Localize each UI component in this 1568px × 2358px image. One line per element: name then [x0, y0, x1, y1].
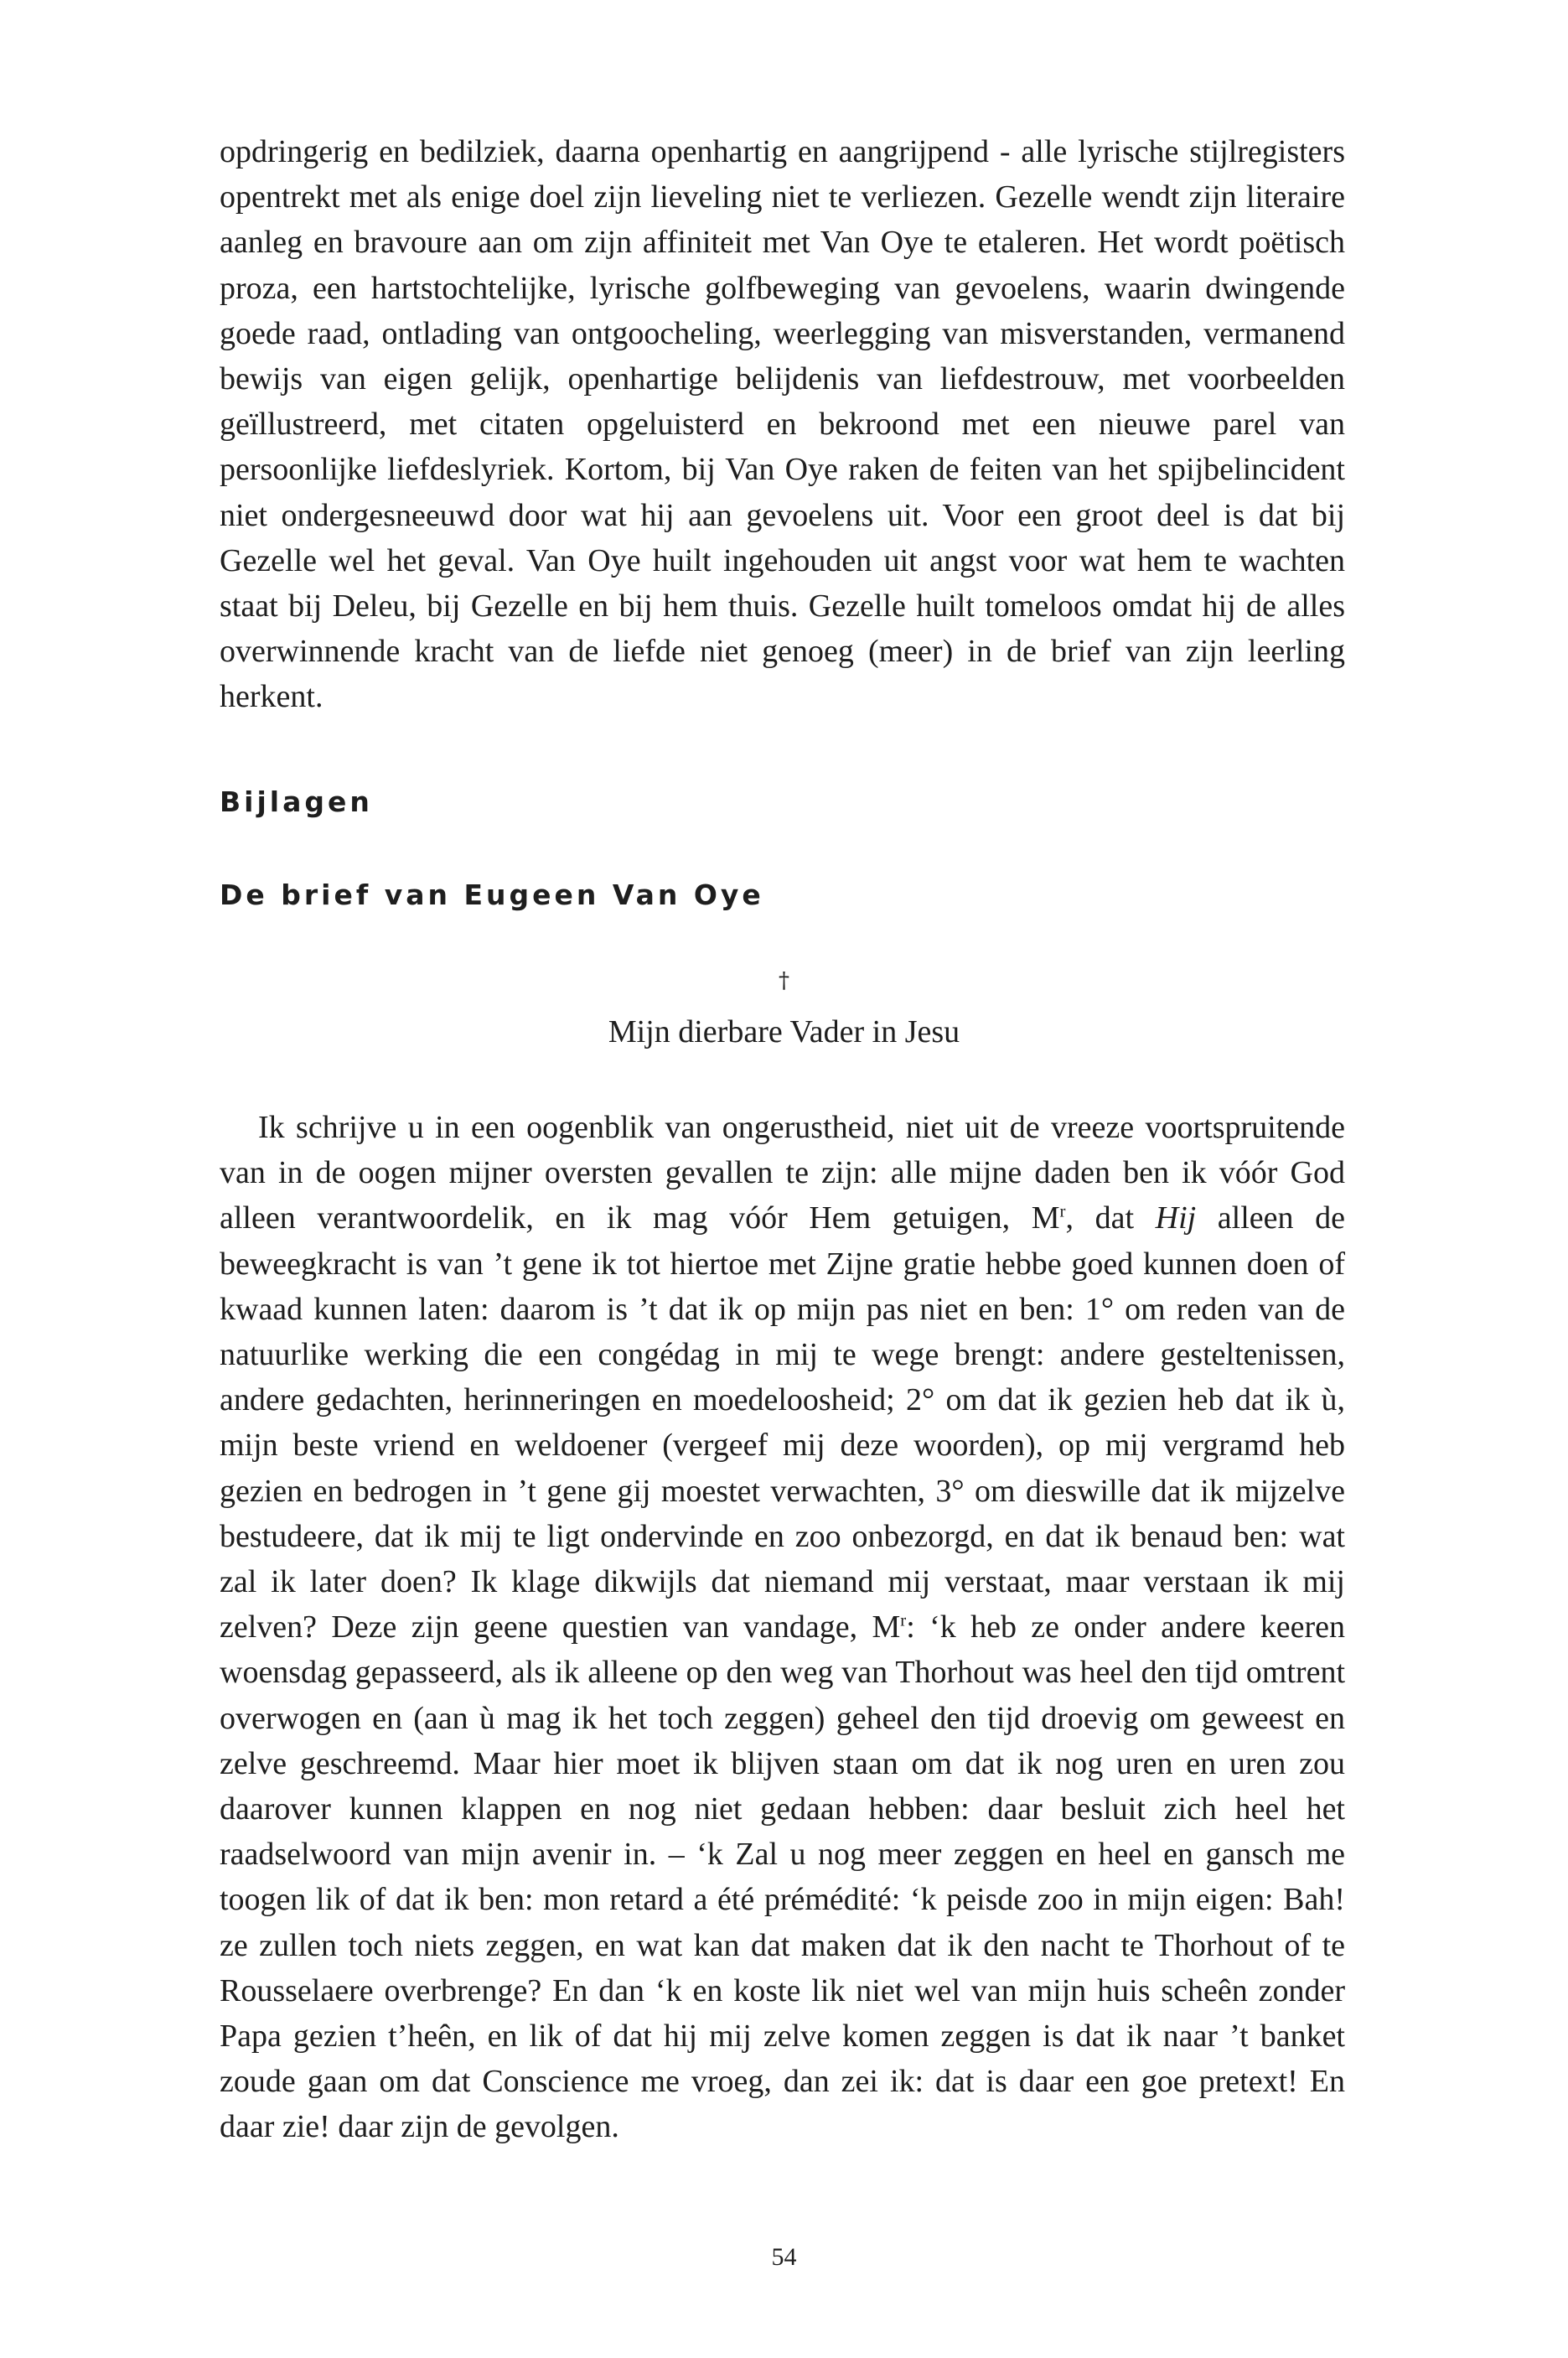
intro-paragraph: opdringerig en bedilziek, daarna openhartig en aangrijpend - alle lyrische stijlregisters opentrekt met als enige doel zijn lieveling niet te verliezen. Gezelle wendt zijn literaire aanleg en bravoure aan om zijn affiniteit met Van Oye te etaleren. Het wordt poëtisch proza, een hartstochtelijke, lyrische golfbeweging van gevoelens, waarin dwingende goede raad, ontlading van ontgoocheling, weerlegging van misverstanden, vermanend bewijs van eigen gelijk, openhartige belijdenis van liefdestrouw, met voorbeelden geïllustreerd, met citaten opgeluisterd en bekroond met een nieuwe parel van persoonlijke liefdeslyriek. Kortom, bij Van Oye raken de feiten van het spijbelincident niet ondergesneeuwd door wat hij aan gevoelens uit. Voor een groot deel is dat bij Gezelle wel het geval. Van Oye huilt ingehouden uit angst voor wat hem te wachten staat bij Deleu, bij Gezelle en bij hem thuis. Gezelle huilt tomeloos omdat hij de alles overwinnende kracht van de liefde niet genoeg (meer) in de brief van zijn leerling herkent.	[220, 134, 1345, 715]
emphasis-hij: Hij	[1155, 1200, 1197, 1236]
superscript-r: r	[1059, 1200, 1066, 1221]
letter-text-part-2: , dat	[1065, 1200, 1156, 1236]
letter-text-part-1: Ik schrijve u in een oogenblik van ongerustheid, niet uit de vreeze voortspruitende van in de oogen mijner oversten gevallen te zijn: alle mijne daden ben ik vóór God alleen verantwoordelik, en ik mag vóór Hem getuigen, M	[220, 1110, 1345, 1236]
letter-text-part-4: : ‘k heb ze onder andere keeren woensdag gepasseerd, als ik alleene op den weg van Thorhout was heel den tijd omtrent overwogen en (aan ù mag ik het toch zeggen) geheel den tijd droevig om geweest en zelve geschreemd. Maar hier moet ik blijven staan om dat ik nog uren en uren zou daarover kunnen klappen en nog niet gedaan hebben: daar besluit zich heel het raadselwoord van mijn avenir in. – ‘k Zal u nog meer zeggen en heel en gansch me toogen lik of dat ik ben: mon retard a été prémédité: ‘k peisde zoo in mijn eigen: Bah! ze zullen toch niets zeggen, en wat kan dat maken dat ik den nacht te Thorhout of te Rousselaere overbrenge? En dan ‘k en koste lik niet wel van mijn huis scheên zonder Papa gezien t’heên, en lik of dat hij mij zelve komen zeggen is dat ik naar ’t banket zoude gaan om dat Conscience me vroeg, dan zei ik: dat is daar een goe pretext! En daar zie! daar zijn de gevolgen.	[220, 1609, 1345, 2145]
letter-body	[220, 1105, 1345, 2150]
letter-salutation: Mijn dierbare Vader in Jesu	[608, 1014, 960, 1049]
page-number: 54	[771, 2243, 797, 2271]
cross-icon: †	[779, 968, 789, 993]
subsection-heading: De brief van Eugeen Van Oye	[220, 878, 764, 911]
letter-text-part-3: alleen de beweegkracht is van ’t gene ik tot hiertoe met Zijne gratie hebbe goed kunnen doen of kwaad kunnen laten: daarom is ’t dat ik op mijn pas niet en ben: 1° om reden van de natuurlike werking die een congédag in mij te wege brengt: andere gesteltenissen, andere gedachten, herinneringen en moedeloosheid; 2° om dat ik gezien heb dat ik ù, mijn beste vriend en weldoener (vergeef mij deze woorden), op mij vergramd heb gezien en bedrogen in ’t gene gij moestet verwachten, 3° om dieswille dat ik mijzelve bestudeere, dat ik mij te ligt ondervinde en zoo onbezorgd, en dat ik benaud ben: wat zal ik later doen? Ik klage dikwijls dat niemand mij verstaat, maar verstaan ik mij zelven? Deze zijn geene questien van vandage, M	[220, 1200, 1345, 1645]
section-heading: Bijlagen	[220, 785, 373, 818]
superscript-r: r	[900, 1609, 907, 1630]
